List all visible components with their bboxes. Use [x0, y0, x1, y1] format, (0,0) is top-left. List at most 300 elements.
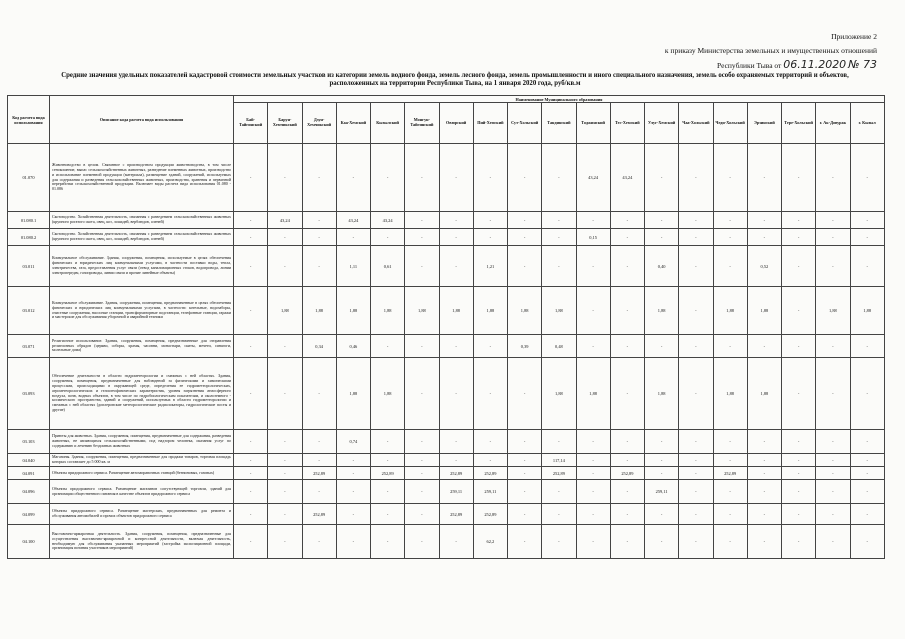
- value-cell: -: [542, 525, 576, 559]
- value-cell: -: [713, 454, 747, 467]
- value-cell: -: [782, 144, 816, 212]
- row-code: 03.071: [8, 335, 50, 358]
- row-code: 04.096: [8, 480, 50, 504]
- value-cell: -: [302, 525, 336, 559]
- value-cell: -: [405, 467, 439, 480]
- value-cell: -: [439, 246, 473, 287]
- value-cell: -: [234, 525, 268, 559]
- value-cell: -: [439, 144, 473, 212]
- value-cell: -: [371, 335, 405, 358]
- value-cell: -: [371, 480, 405, 504]
- table-row: [8, 467, 885, 480]
- handwritten-number: № 73: [848, 58, 877, 71]
- value-cell: -: [747, 335, 781, 358]
- handwritten-date: 06.11.2020: [783, 58, 847, 71]
- value-cell: -: [610, 525, 644, 559]
- header-municipality: Дзун-Хемчикский: [302, 103, 336, 144]
- value-cell: -: [234, 287, 268, 335]
- value-cell: -: [576, 212, 610, 229]
- value-cell: -: [473, 212, 507, 229]
- table-row: [8, 454, 885, 467]
- header-municipality: Пий-Хемский: [473, 103, 507, 144]
- value-cell: -: [302, 212, 336, 229]
- value-cell: 43,24: [610, 144, 644, 212]
- value-cell: -: [850, 335, 884, 358]
- value-cell: -: [576, 480, 610, 504]
- value-cell: 1,88: [336, 287, 370, 335]
- value-cell: -: [268, 430, 302, 454]
- value-cell: -: [610, 358, 644, 430]
- value-cell: -: [405, 454, 439, 467]
- value-cell: -: [747, 229, 781, 246]
- value-cell: -: [713, 430, 747, 454]
- header-municipality: Овюрский: [439, 103, 473, 144]
- value-cell: -: [405, 358, 439, 430]
- table-row: [8, 287, 885, 335]
- value-cell: -: [405, 229, 439, 246]
- row-description: Объекты придорожного сервиса. Размещение мастерских, предназначенных для ремонта и обслуживания автомобилей и прочих объектов придорожного сервиса: [50, 504, 234, 525]
- value-cell: -: [439, 525, 473, 559]
- value-cell: 62,2: [473, 525, 507, 559]
- value-cell: -: [576, 335, 610, 358]
- value-cell: -: [576, 525, 610, 559]
- appendix-line-1: Приложение 2: [831, 32, 877, 41]
- value-cell: 0,40: [645, 246, 679, 287]
- header-municipality: г. Ак-Довурак: [816, 103, 850, 144]
- value-cell: -: [713, 525, 747, 559]
- header-municipality: Каа-Хемский: [336, 103, 370, 144]
- value-cell: -: [234, 358, 268, 430]
- value-cell: -: [645, 504, 679, 525]
- value-cell: 0,48: [542, 335, 576, 358]
- row-description: Скотоводство. Хозяйственная деятельность, связанная с разведением сельскохозяйственных животных (крупного рогатого скота, овец, коз, лошадей, верблюдов, оленей): [50, 229, 234, 246]
- value-cell: 1,88: [371, 287, 405, 335]
- value-cell: 1,88: [713, 287, 747, 335]
- value-cell: -: [782, 246, 816, 287]
- appendix-block: [617, 30, 877, 73]
- value-cell: -: [473, 358, 507, 430]
- table-row: [8, 144, 885, 212]
- value-cell: -: [816, 335, 850, 358]
- value-cell: -: [473, 144, 507, 212]
- value-cell: -: [645, 467, 679, 480]
- value-cell: 252,89: [473, 504, 507, 525]
- value-cell: -: [268, 480, 302, 504]
- value-cell: 1,88: [747, 358, 781, 430]
- value-cell: -: [268, 335, 302, 358]
- value-cell: -: [782, 467, 816, 480]
- value-cell: 1,88: [336, 358, 370, 430]
- value-cell: 1,88: [439, 287, 473, 335]
- value-cell: 0,15: [576, 229, 610, 246]
- value-cell: -: [679, 358, 713, 430]
- value-cell: 1,88: [542, 358, 576, 430]
- value-cell: -: [508, 229, 542, 246]
- value-cell: 252,89: [473, 467, 507, 480]
- value-cell: -: [405, 144, 439, 212]
- value-cell: -: [610, 504, 644, 525]
- value-cell: -: [508, 454, 542, 467]
- value-cell: 117,14: [542, 454, 576, 467]
- header-municipality: г. Кызыл: [850, 103, 884, 144]
- value-cell: -: [473, 430, 507, 454]
- value-cell: -: [850, 430, 884, 454]
- value-cell: -: [336, 467, 370, 480]
- value-cell: 1,88: [508, 287, 542, 335]
- value-cell: 1,88: [302, 287, 336, 335]
- value-cell: -: [439, 229, 473, 246]
- value-cell: -: [610, 430, 644, 454]
- value-cell: 1,88: [850, 287, 884, 335]
- value-cell: -: [234, 454, 268, 467]
- appendix-line-2: к приказу Министерства земельных и имущественных отношений: [664, 46, 877, 55]
- value-cell: 1,11: [336, 246, 370, 287]
- value-cell: -: [679, 504, 713, 525]
- value-cell: -: [439, 358, 473, 430]
- value-cell: 1,88: [371, 358, 405, 430]
- value-cell: -: [371, 144, 405, 212]
- value-cell: -: [782, 212, 816, 229]
- appendix-line-3-text: Республики Тыва от: [717, 61, 782, 70]
- value-cell: 259,11: [439, 480, 473, 504]
- value-cell: -: [234, 144, 268, 212]
- value-cell: 252,89: [713, 467, 747, 480]
- row-description: Коммунальное обслуживание. Здания, сооружения, помещения, предназначенные в целях обеспечения физических и юридических лиц коммунальными услугами, в частности: котельные, водозаборы, очистные сооружения, насосные станции, трансформаторные подстанции, телефонные станции, гаражи и мастерские для обслуживания уборочной и аварийной техники: [50, 287, 234, 335]
- value-cell: -: [782, 480, 816, 504]
- table-row: [8, 246, 885, 287]
- value-cell: -: [747, 430, 781, 454]
- value-cell: -: [336, 454, 370, 467]
- value-cell: -: [747, 144, 781, 212]
- value-cell: -: [508, 504, 542, 525]
- value-cell: -: [645, 525, 679, 559]
- value-cell: 1,88: [816, 287, 850, 335]
- value-cell: -: [371, 229, 405, 246]
- value-cell: 0,74: [336, 430, 370, 454]
- value-cell: -: [816, 430, 850, 454]
- value-cell: -: [645, 144, 679, 212]
- value-cell: -: [816, 358, 850, 430]
- value-cell: 252,89: [302, 504, 336, 525]
- table-row: [8, 212, 885, 229]
- value-cell: -: [234, 504, 268, 525]
- value-cell: 0,46: [336, 335, 370, 358]
- value-cell: 1,88: [542, 287, 576, 335]
- value-cell: -: [302, 229, 336, 246]
- value-cell: -: [782, 287, 816, 335]
- value-cell: -: [508, 358, 542, 430]
- value-cell: -: [816, 525, 850, 559]
- value-cell: -: [336, 525, 370, 559]
- value-cell: -: [713, 212, 747, 229]
- value-cell: -: [610, 287, 644, 335]
- value-cell: -: [268, 504, 302, 525]
- value-cell: -: [576, 454, 610, 467]
- value-cell: -: [816, 467, 850, 480]
- value-cell: 252,89: [439, 467, 473, 480]
- value-cell: -: [302, 454, 336, 467]
- value-cell: -: [302, 430, 336, 454]
- value-cell: -: [679, 229, 713, 246]
- value-cell: -: [610, 480, 644, 504]
- value-cell: -: [439, 335, 473, 358]
- row-code: 04.040: [8, 454, 50, 467]
- row-description: Магазины. Здания, сооружения, помещения, предназначенные для продажи товаров, торговая площадь которых составляет до 5 000 кв. м: [50, 454, 234, 467]
- value-cell: 43,24: [576, 144, 610, 212]
- row-code: 01.070: [8, 144, 50, 212]
- row-code: 04.099: [8, 504, 50, 525]
- value-cell: -: [816, 454, 850, 467]
- row-code: 04.100: [8, 525, 50, 559]
- row-description: Скотоводство. Хозяйственная деятельность, связанная с разведением сельскохозяйственных животных (крупного рогатого скота, овец, коз, лошадей, верблюдов, оленей): [50, 212, 234, 229]
- value-cell: -: [371, 504, 405, 525]
- value-cell: -: [508, 525, 542, 559]
- value-cell: 259,11: [645, 480, 679, 504]
- value-cell: -: [268, 246, 302, 287]
- value-cell: -: [679, 467, 713, 480]
- value-cell: -: [850, 454, 884, 467]
- value-cell: -: [679, 525, 713, 559]
- value-cell: -: [542, 212, 576, 229]
- title-line-1: Средние значения удельных показателей кадастровой стоимости земельных участков из категории земель водного фонда, земель лесного фонда, земель промышленности и иного специального назначения, земель особо охраняемых территорий и объектов,: [61, 72, 849, 79]
- value-cell: -: [576, 504, 610, 525]
- value-cell: -: [610, 229, 644, 246]
- value-cell: 0,52: [747, 246, 781, 287]
- value-cell: -: [336, 504, 370, 525]
- value-cell: -: [782, 504, 816, 525]
- value-cell: -: [542, 246, 576, 287]
- row-code: 03.103: [8, 430, 50, 454]
- value-cell: -: [679, 430, 713, 454]
- row-code: 03.011: [8, 246, 50, 287]
- row-code: 03.093: [8, 358, 50, 430]
- value-cell: 1,88: [405, 287, 439, 335]
- value-cell: -: [268, 144, 302, 212]
- value-cell: -: [679, 287, 713, 335]
- value-cell: -: [713, 246, 747, 287]
- value-cell: 252,89: [542, 467, 576, 480]
- value-cell: -: [747, 525, 781, 559]
- header-municipality: Тере-Хольский: [782, 103, 816, 144]
- row-code: 04.091: [8, 467, 50, 480]
- row-code: 01.080.1: [8, 212, 50, 229]
- value-cell: 1,88: [645, 287, 679, 335]
- value-cell: -: [473, 335, 507, 358]
- value-cell: -: [405, 335, 439, 358]
- value-cell: -: [645, 430, 679, 454]
- value-cell: 1,88: [473, 287, 507, 335]
- value-cell: -: [302, 480, 336, 504]
- value-cell: -: [679, 480, 713, 504]
- value-cell: -: [234, 467, 268, 480]
- value-cell: 43,24: [336, 212, 370, 229]
- header-municipality: Улуг-Хемский: [645, 103, 679, 144]
- value-cell: -: [850, 246, 884, 287]
- value-cell: -: [782, 335, 816, 358]
- value-cell: -: [713, 229, 747, 246]
- value-cell: -: [576, 467, 610, 480]
- value-cell: -: [816, 504, 850, 525]
- row-description: Религиозное использование. Здания, сооружения, помещения, предназначенные для отправления религиозных обрядов (церкви, соборы, храмы, часовни, монастыри, скиты, мечети, синагоги, молельные дома): [50, 335, 234, 358]
- value-cell: 252,89: [371, 467, 405, 480]
- value-cell: -: [713, 144, 747, 212]
- header-municipality: Сут-Хольский: [508, 103, 542, 144]
- value-cell: -: [268, 467, 302, 480]
- table-row: [8, 430, 885, 454]
- header-municipality: Тес-Хемский: [610, 103, 644, 144]
- value-cell: -: [610, 335, 644, 358]
- value-cell: -: [508, 212, 542, 229]
- value-cell: -: [816, 229, 850, 246]
- table-row: [8, 358, 885, 430]
- value-cell: -: [747, 467, 781, 480]
- header-municipality: Эрзинский: [747, 103, 781, 144]
- value-cell: -: [713, 504, 747, 525]
- value-cell: -: [816, 246, 850, 287]
- value-cell: -: [268, 454, 302, 467]
- table-row: [8, 229, 885, 246]
- value-cell: 43,24: [268, 212, 302, 229]
- value-cell: -: [679, 454, 713, 467]
- value-cell: -: [268, 525, 302, 559]
- value-cell: -: [747, 212, 781, 229]
- value-cell: -: [508, 430, 542, 454]
- value-cell: -: [850, 525, 884, 559]
- value-cell: -: [816, 480, 850, 504]
- value-cell: 252,89: [302, 467, 336, 480]
- value-cell: -: [713, 480, 747, 504]
- cadastral-value-table: [7, 95, 885, 559]
- value-cell: -: [679, 335, 713, 358]
- row-code: 01.080.2: [8, 229, 50, 246]
- value-cell: -: [610, 212, 644, 229]
- value-cell: -: [782, 430, 816, 454]
- value-cell: -: [542, 430, 576, 454]
- value-cell: -: [336, 229, 370, 246]
- value-cell: -: [679, 212, 713, 229]
- table-row: [8, 480, 885, 504]
- value-cell: -: [782, 229, 816, 246]
- value-cell: -: [268, 358, 302, 430]
- value-cell: -: [405, 212, 439, 229]
- header-municipality: Монгун-Тайгинский: [405, 103, 439, 144]
- value-cell: 43,24: [371, 212, 405, 229]
- value-cell: 1,88: [268, 287, 302, 335]
- row-description: Коммунальное обслуживание. Здания, сооружения, помещения, используемые в целях обеспечения физических и юридических лиц коммунальными услугами, в частности поставки воды, тепла, электричества, газа, предоставления услуг связи (отвод канализационных стоков, водопровода, линии электропередач, газопроводы, линии связи и прочие линейные объекты): [50, 246, 234, 287]
- header-municipality: Бай-Тайгинский: [234, 103, 268, 144]
- value-cell: 252,89: [610, 467, 644, 480]
- value-cell: -: [508, 246, 542, 287]
- header-municipality: Барун-Хемчикский: [268, 103, 302, 144]
- header-municipality: Тандинский: [542, 103, 576, 144]
- value-cell: -: [234, 480, 268, 504]
- value-cell: -: [302, 144, 336, 212]
- row-description: Приюты для животных. Здания, сооружения, помещения, предназначенные для содержания, разведения животных, не являющихся сельскохозяйственными, под надзором человека, оказания услуг по содержанию и лечению бездомных животных: [50, 430, 234, 454]
- value-cell: -: [473, 454, 507, 467]
- document-title: [30, 72, 880, 88]
- value-cell: -: [234, 430, 268, 454]
- value-cell: -: [439, 430, 473, 454]
- value-cell: -: [645, 229, 679, 246]
- value-cell: 0,34: [302, 335, 336, 358]
- header-municipality: Чеди-Хольский: [713, 103, 747, 144]
- value-cell: -: [713, 335, 747, 358]
- value-cell: -: [302, 246, 336, 287]
- value-cell: -: [645, 454, 679, 467]
- value-cell: -: [542, 480, 576, 504]
- value-cell: -: [405, 246, 439, 287]
- value-cell: -: [371, 430, 405, 454]
- value-cell: -: [816, 144, 850, 212]
- value-cell: 259,11: [473, 480, 507, 504]
- table-row: [8, 335, 885, 358]
- value-cell: 1,21: [473, 246, 507, 287]
- value-cell: 1,88: [747, 287, 781, 335]
- row-description: Объекты придорожного сервиса. Размещение автозаправочных станций (бензиновых, газовых): [50, 467, 234, 480]
- value-cell: -: [268, 229, 302, 246]
- value-cell: -: [234, 229, 268, 246]
- value-cell: 1,88: [576, 358, 610, 430]
- value-cell: -: [542, 229, 576, 246]
- value-cell: -: [473, 229, 507, 246]
- value-cell: -: [747, 504, 781, 525]
- row-description: Выставочно-ярмарочная деятельность. Здания, сооружения, помещения, предназначенные для осуществления выставочно-ярмарочной и конгрессной деятельности, включая деятельность, необходимую для обслуживания указанных мероприятий (застройка экспозиционной площади, организация питания участников мероприятий): [50, 525, 234, 559]
- value-cell: 252,89: [439, 504, 473, 525]
- value-cell: -: [371, 525, 405, 559]
- table-row: [8, 525, 885, 559]
- row-description: Животноводство в целом. Связанное с производством продукции животноводства, в том числе сенокошение, выпас сельскохозяйственных животных, разведение племенных животных, производство и использование племенной продукции (материала), размещение зданий, сооружений, используемых для содержания и разведения сельскохозяйственных животных, производства, хранения и первичной переработки сельскохозяйственной продукции. Включает виды расчета вида использования 01.080 - 01.086: [50, 144, 234, 212]
- value-cell: -: [747, 454, 781, 467]
- value-cell: -: [439, 212, 473, 229]
- value-cell: -: [610, 454, 644, 467]
- value-cell: -: [850, 358, 884, 430]
- value-cell: -: [747, 480, 781, 504]
- value-cell: -: [576, 287, 610, 335]
- value-cell: -: [405, 480, 439, 504]
- value-cell: -: [508, 467, 542, 480]
- value-cell: -: [850, 504, 884, 525]
- value-cell: -: [508, 480, 542, 504]
- value-cell: -: [439, 454, 473, 467]
- value-cell: -: [405, 430, 439, 454]
- value-cell: -: [816, 212, 850, 229]
- value-cell: -: [645, 335, 679, 358]
- value-cell: -: [679, 144, 713, 212]
- header-municipality-group: Наименование Муниципального образования: [234, 96, 885, 103]
- row-code: 03.012: [8, 287, 50, 335]
- value-cell: -: [302, 358, 336, 430]
- value-cell: -: [336, 144, 370, 212]
- appendix-line-3: [617, 58, 877, 73]
- value-cell: -: [610, 246, 644, 287]
- value-cell: 1,88: [645, 358, 679, 430]
- value-cell: -: [405, 504, 439, 525]
- value-cell: -: [850, 144, 884, 212]
- value-cell: -: [542, 144, 576, 212]
- value-cell: -: [782, 525, 816, 559]
- value-cell: -: [782, 358, 816, 430]
- value-cell: -: [679, 246, 713, 287]
- value-cell: -: [850, 212, 884, 229]
- header-description: Описание кода расчета вида использования: [50, 96, 234, 144]
- value-cell: -: [234, 246, 268, 287]
- value-cell: -: [645, 212, 679, 229]
- header-municipality: Тоджинский: [576, 103, 610, 144]
- value-cell: -: [508, 144, 542, 212]
- value-cell: -: [850, 467, 884, 480]
- value-cell: -: [336, 480, 370, 504]
- value-cell: -: [234, 335, 268, 358]
